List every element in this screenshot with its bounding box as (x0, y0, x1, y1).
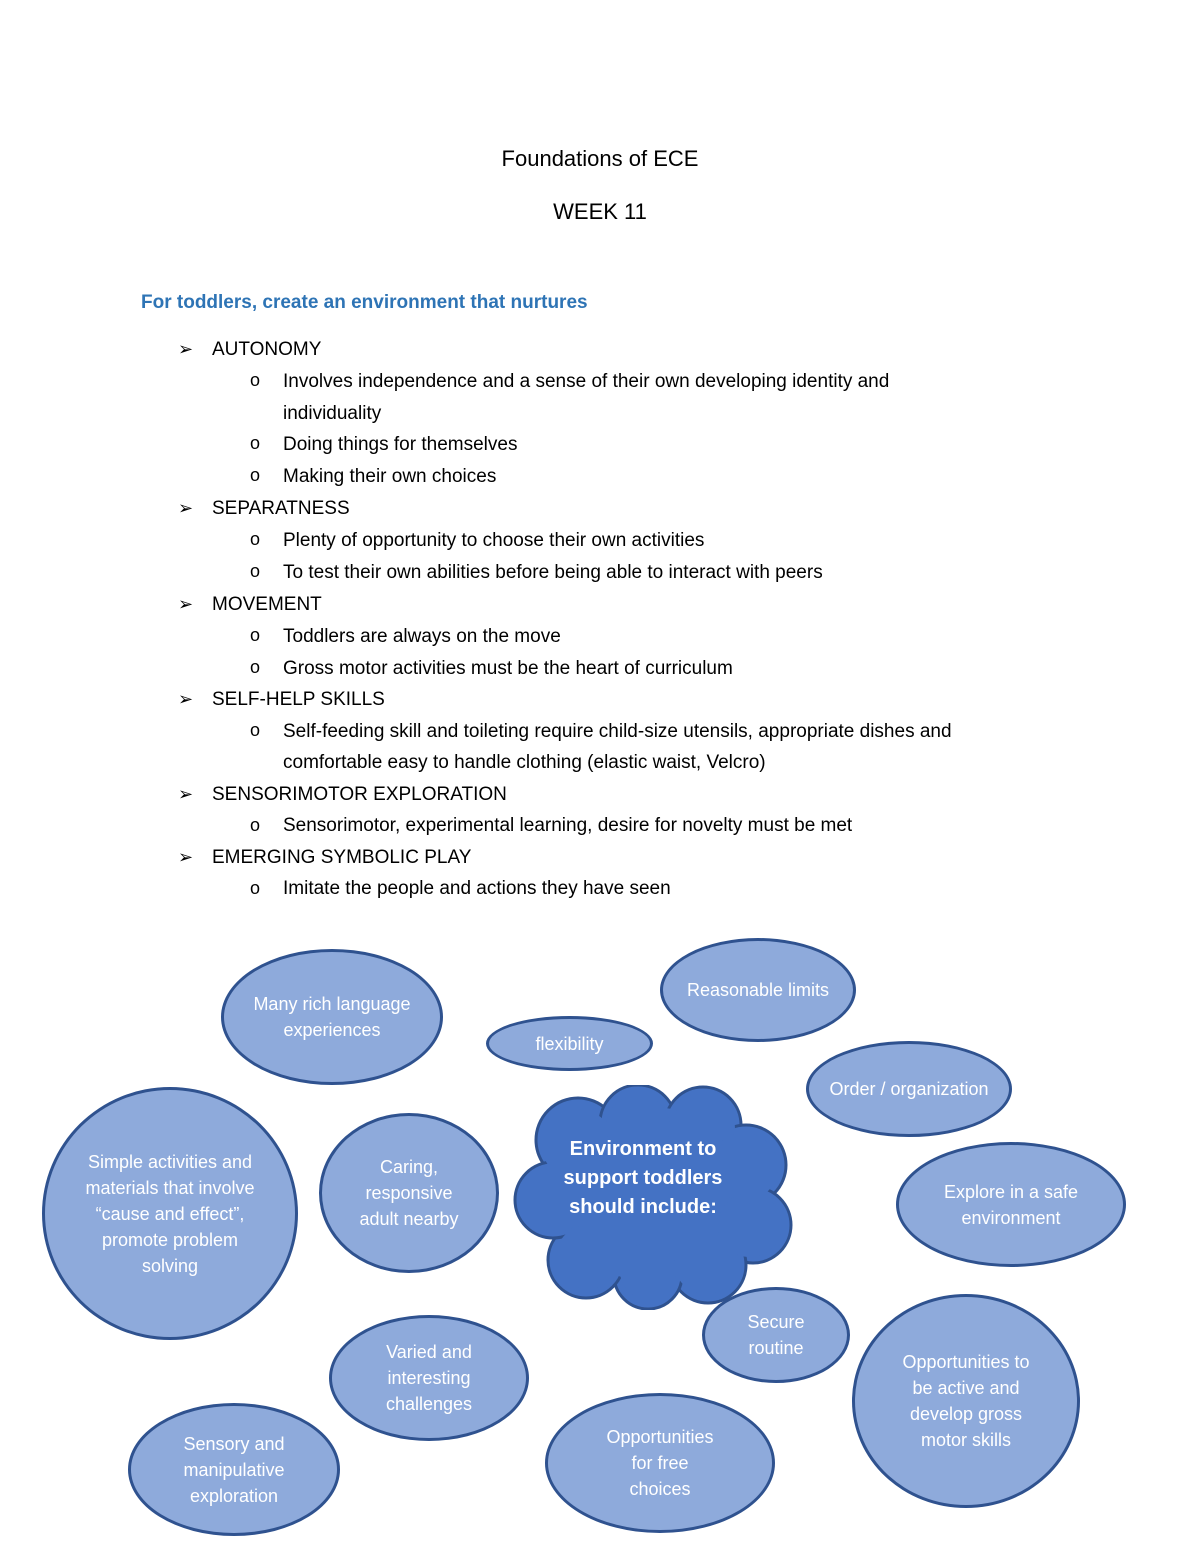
node-gross-motor: Opportunities to be active and develop gross motor skills (852, 1294, 1080, 1508)
node-caring-adult: Caring, responsive adult nearby (319, 1113, 499, 1273)
node-free-choices: Opportunities for free choices (545, 1393, 775, 1533)
circle-bullet-icon: o (250, 720, 261, 740)
arrow-bullet-icon: ➢ (178, 689, 194, 709)
circle-bullet-icon: o (250, 465, 261, 485)
node-secure-routine: Secure routine (702, 1287, 850, 1383)
outline-heading: EMERGING SYMBOLIC PLAY (212, 847, 472, 868)
node-varied-challenges: Varied and interesting challenges (329, 1315, 529, 1441)
circle-bullet-icon: o (250, 529, 261, 549)
node-simple-activities: Simple activities and materials that involve “cause and effect”, promote problem solving (42, 1087, 298, 1340)
node-order-organization: Order / organization (806, 1041, 1012, 1137)
node-reasonable-limits: Reasonable limits (660, 938, 856, 1042)
outline-item: Imitate the people and actions they have seen (283, 878, 671, 899)
outline-item: comfortable easy to handle clothing (elastic waist, Velcro) (283, 752, 766, 773)
outline-heading: SENSORIMOTOR EXPLORATION (212, 784, 507, 805)
outline-item: Sensorimotor, experimental learning, desire for novelty must be met (283, 815, 853, 836)
outline-item: individuality (283, 403, 382, 424)
document-title: Foundations of ECE (501, 146, 699, 171)
outline-heading: MOVEMENT (212, 594, 322, 615)
arrow-bullet-icon: ➢ (178, 594, 194, 614)
outline-item: Gross motor activities must be the heart of curriculum (283, 658, 733, 679)
node-explore-safe: Explore in a safe environment (896, 1142, 1126, 1267)
circle-bullet-icon: o (250, 625, 261, 645)
section-heading: For toddlers, create an environment that nurtures (141, 292, 588, 313)
week-label: WEEK 11 (553, 199, 647, 224)
circle-bullet-icon: o (250, 561, 261, 581)
outline-item: Doing things for themselves (283, 434, 518, 455)
node-sensory-exploration: Sensory and manipulative exploration (128, 1403, 340, 1536)
outline-item: Making their own choices (283, 466, 497, 487)
circle-bullet-icon: o (250, 657, 261, 677)
arrow-bullet-icon: ➢ (178, 339, 194, 359)
circle-bullet-icon: o (250, 878, 261, 898)
outline-heading: AUTONOMY (212, 339, 322, 360)
outline-heading: SEPARATNESS (212, 498, 350, 519)
arrow-bullet-icon: ➢ (178, 784, 194, 804)
circle-bullet-icon: o (250, 815, 261, 835)
outline-item: Plenty of opportunity to choose their own activities (283, 530, 705, 551)
node-flexibility: flexibility (486, 1016, 653, 1071)
circle-bullet-icon: o (250, 433, 261, 453)
center-label: Environment to support toddlers should include: (563, 1138, 723, 1218)
arrow-bullet-icon: ➢ (178, 498, 194, 518)
outline-item: Involves independence and a sense of their own developing identity and (283, 371, 890, 392)
arrow-bullet-icon: ➢ (178, 847, 194, 867)
node-language-experiences: Many rich language experiences (221, 949, 443, 1085)
outline-item: Self-feeding skill and toileting require child-size utensils, appropriate dishes and (283, 721, 952, 742)
outline-item: Toddlers are always on the move (283, 626, 561, 647)
outline-heading: SELF-HELP SKILLS (212, 689, 385, 710)
circle-bullet-icon: o (250, 370, 261, 390)
outline-item: To test their own abilities before being able to interact with peers (283, 562, 823, 583)
